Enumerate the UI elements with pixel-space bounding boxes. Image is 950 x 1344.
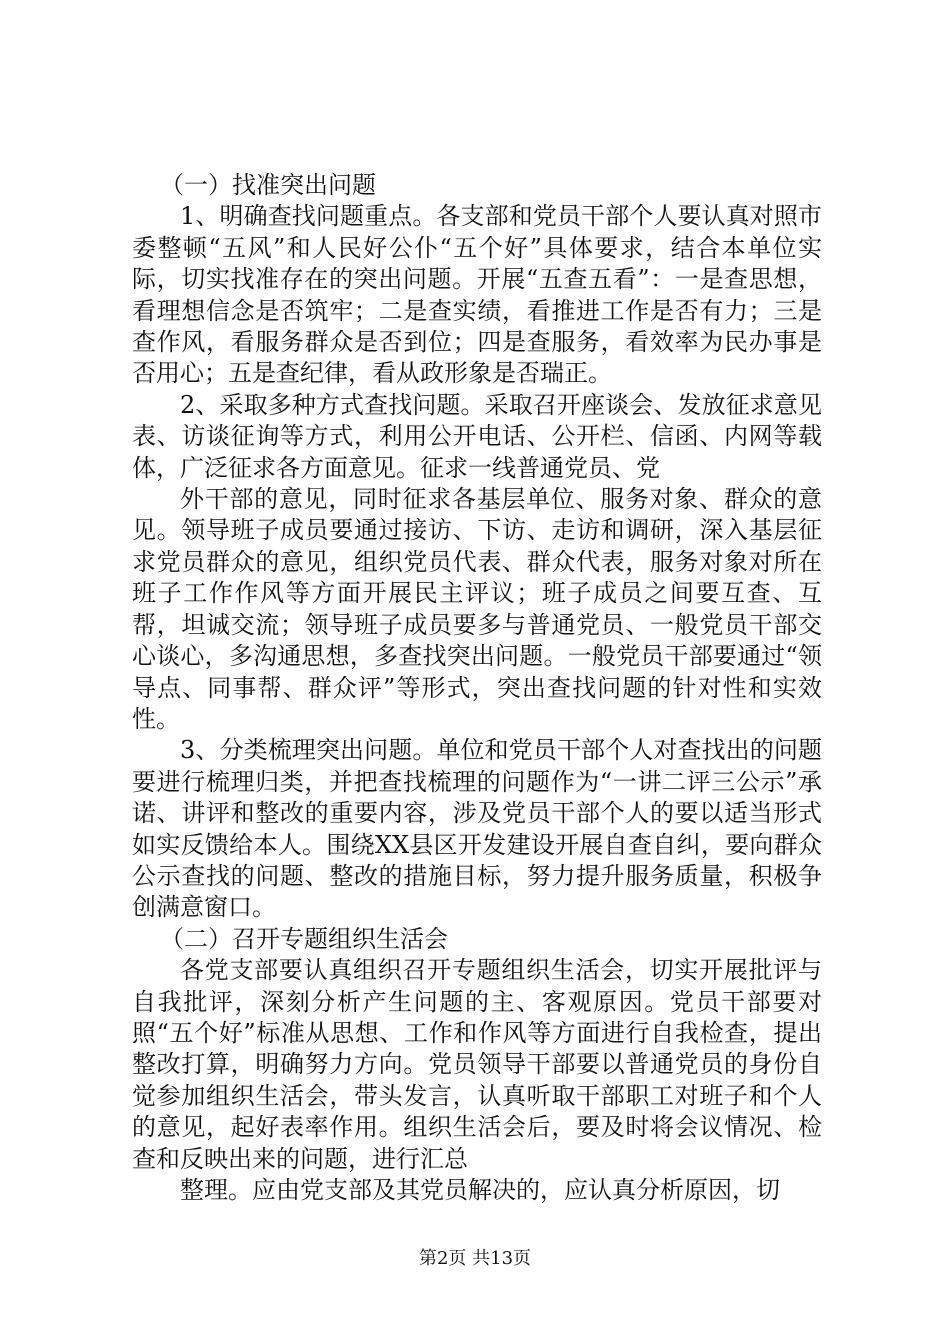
paragraph-2: 2、采取多种方式查找问题。采取召开座谈会、发放征求意见表、访谈征询等方式，利用公开电话、公开栏、信函、内网等载体，广泛征求各方面意见。征求一线普通党员、党: [132, 390, 822, 482]
paragraph-5: 各党支部要认真组织召开专题组织生活会，切实开展批评与自我批评，深刻分析产生问题的主、客观原因。党员干部要对照“五个好”标准从思想、工作和作风等方面进行自我检查，提出整改打算，明确努力方向。党员领导干部要以普通党员的身份自觉参加组织生活会，带头发言，认真听取干部职工对班子和个人的意见，起好表率作用。组织生活会后，要及时将会议情况、检查和反映出来的问题，进行汇总: [132, 956, 822, 1173]
paragraph-6: 整理。应由党支部及其党员解决的，应认真分析原因，切: [180, 1176, 780, 1204]
section-heading-2: （二）召开专题组织生活会: [160, 924, 448, 953]
document-body: [132, 170, 822, 1206]
page-number-footer: 第2页 共13页: [418, 1248, 532, 1269]
paragraph-3: 外干部的意见，同时征求各基层单位、服务对象、群众的意见。领导班子成员要通过接访、下访、走访和调研，深入基层征求党员群众的意见，组织党员代表、群众代表，服务对象对所在班子工作作风等方面开展民主评议；班子成员之间要互查、互帮，坦诚交流；领导班子成员要多与普通党员、一般党员干部交心谈心，多沟通思想，多查找突出问题。一般党员干部要通过“领导点、同事帮、群众评”等形式，突出查找问题的针对性和实效性。: [132, 485, 822, 733]
section-heading-1: （一）找准突出问题: [160, 171, 376, 199]
paragraph-1: 1、明确查找问题重点。各支部和党员干部个人要认真对照市委整顿“五风”和人民好公仆“五个好”具体要求，结合本单位实际，切实找准存在的突出问题。开展“五查五看”：一是查思想，看理想信念是否筑牢；二是查实绩，看推进工作是否有力；三是查作风，看服务群众是否到位；四是查服务，看效率为民办事是否用心；五是查纪律，看从政形象是否瑞正。: [132, 202, 822, 388]
paragraph-4: 3、分类梳理突出问题。单位和党员干部个人对查找出的问题要进行梳理归类，并把查找梳理的问题作为“一讲二评三公示”承诺、讲评和整改的重要内容，涉及党员干部个人的要以适当形式如实反馈给本人。围绕XX县区开发建设开展自查自纠，要向群众公示查找的问题、整改的措施目标，努力提升服务质量，积极争创满意窗口。: [132, 736, 822, 922]
